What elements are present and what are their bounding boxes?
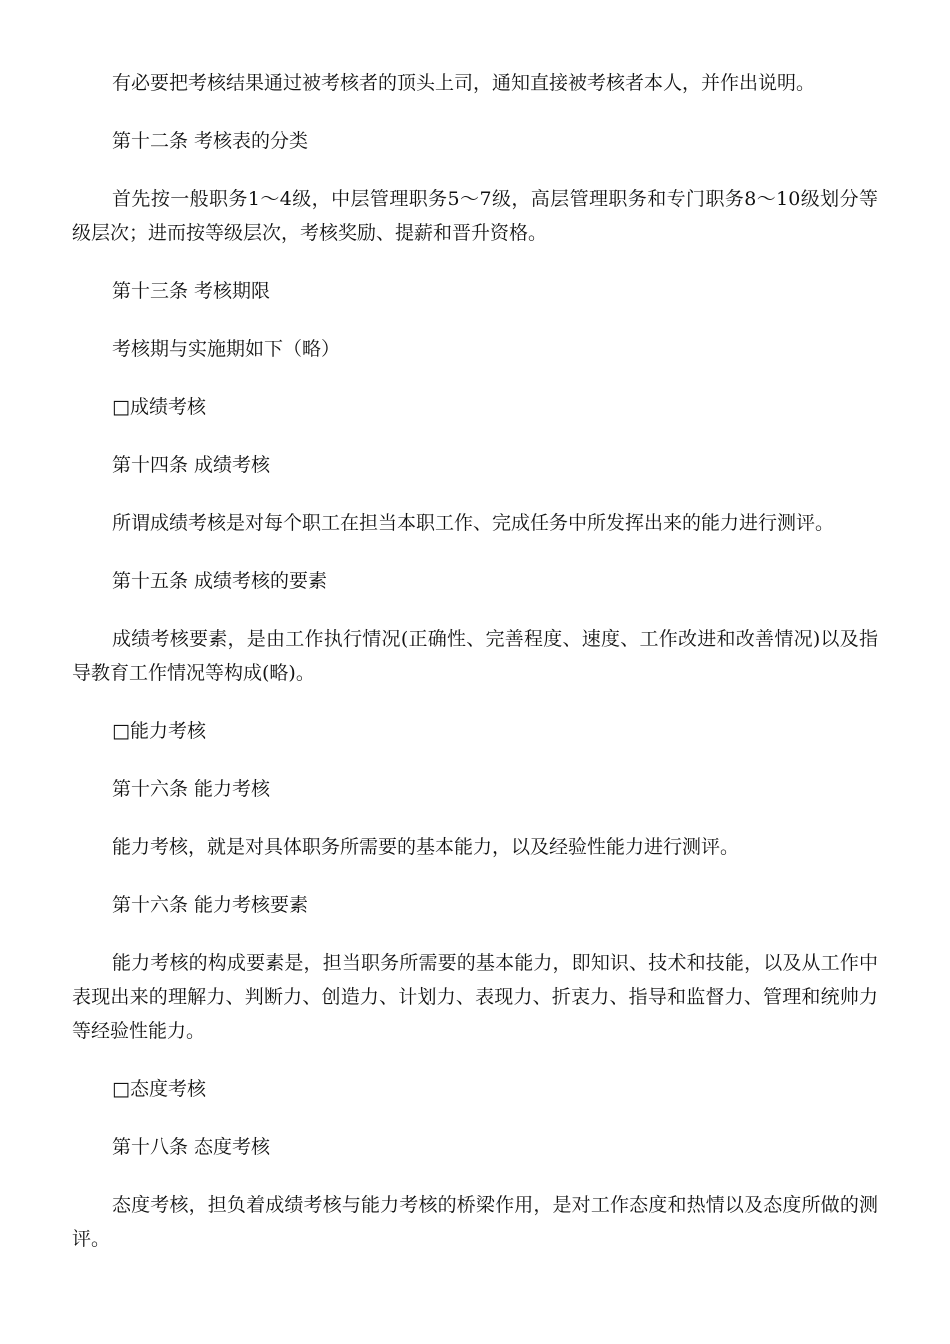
paragraph-classification: 首先按一般职务1～4级，中层管理职务5～7级，高层管理职务和专门职务8～10级划分等级层次；进而按等级层次，考核奖励、提薪和晋升资格。 <box>72 188 878 244</box>
paragraph-period: 考核期与实施期如下（略） <box>112 338 341 360</box>
section-attitude: □态度考核 <box>112 1078 206 1100</box>
heading-article-14: 第十四条 成绩考核 <box>112 454 271 476</box>
section-ability: □能力考核 <box>112 720 206 742</box>
paragraph-ability-elements: 能力考核的构成要素是，担当职务所需要的基本能力，即知识、技术和技能，以及从工作中表现出来的理解力、判断力、创造力、计划力、表现力、折衷力、指导和监督力、管理和统帅力等经验性能力。 <box>72 952 878 1042</box>
paragraph-performance-def: 所谓成绩考核是对每个职工在担当本职工作、完成任务中所发挥出来的能力进行测评。 <box>112 512 835 534</box>
heading-article-16: 第十六条 能力考核 <box>112 778 271 800</box>
heading-article-18: 第十八条 态度考核 <box>112 1136 271 1158</box>
paragraph-ability-def: 能力考核，就是对具体职务所需要的基本能力，以及经验性能力进行测评。 <box>112 836 740 858</box>
heading-article-12: 第十二条 考核表的分类 <box>112 130 309 152</box>
paragraph-notify-result: 有必要把考核结果通过被考核者的顶头上司，通知直接被考核者本人，并作出说明。 <box>112 72 816 94</box>
heading-article-16-elements: 第十六条 能力考核要素 <box>112 894 309 916</box>
section-performance: □成绩考核 <box>112 396 206 418</box>
heading-article-13: 第十三条 考核期限 <box>112 280 271 302</box>
paragraph-performance-elements: 成绩考核要素，是由工作执行情况(正确性、完善程度、速度、工作改进和改善情况)以及指导教育工作情况等构成(略)。 <box>72 628 878 684</box>
paragraph-attitude-def: 态度考核，担负着成绩考核与能力考核的桥梁作用，是对工作态度和热情以及态度所做的测评。 <box>72 1194 878 1250</box>
heading-article-15: 第十五条 成绩考核的要素 <box>112 570 328 592</box>
document-body <box>72 66 878 1280</box>
